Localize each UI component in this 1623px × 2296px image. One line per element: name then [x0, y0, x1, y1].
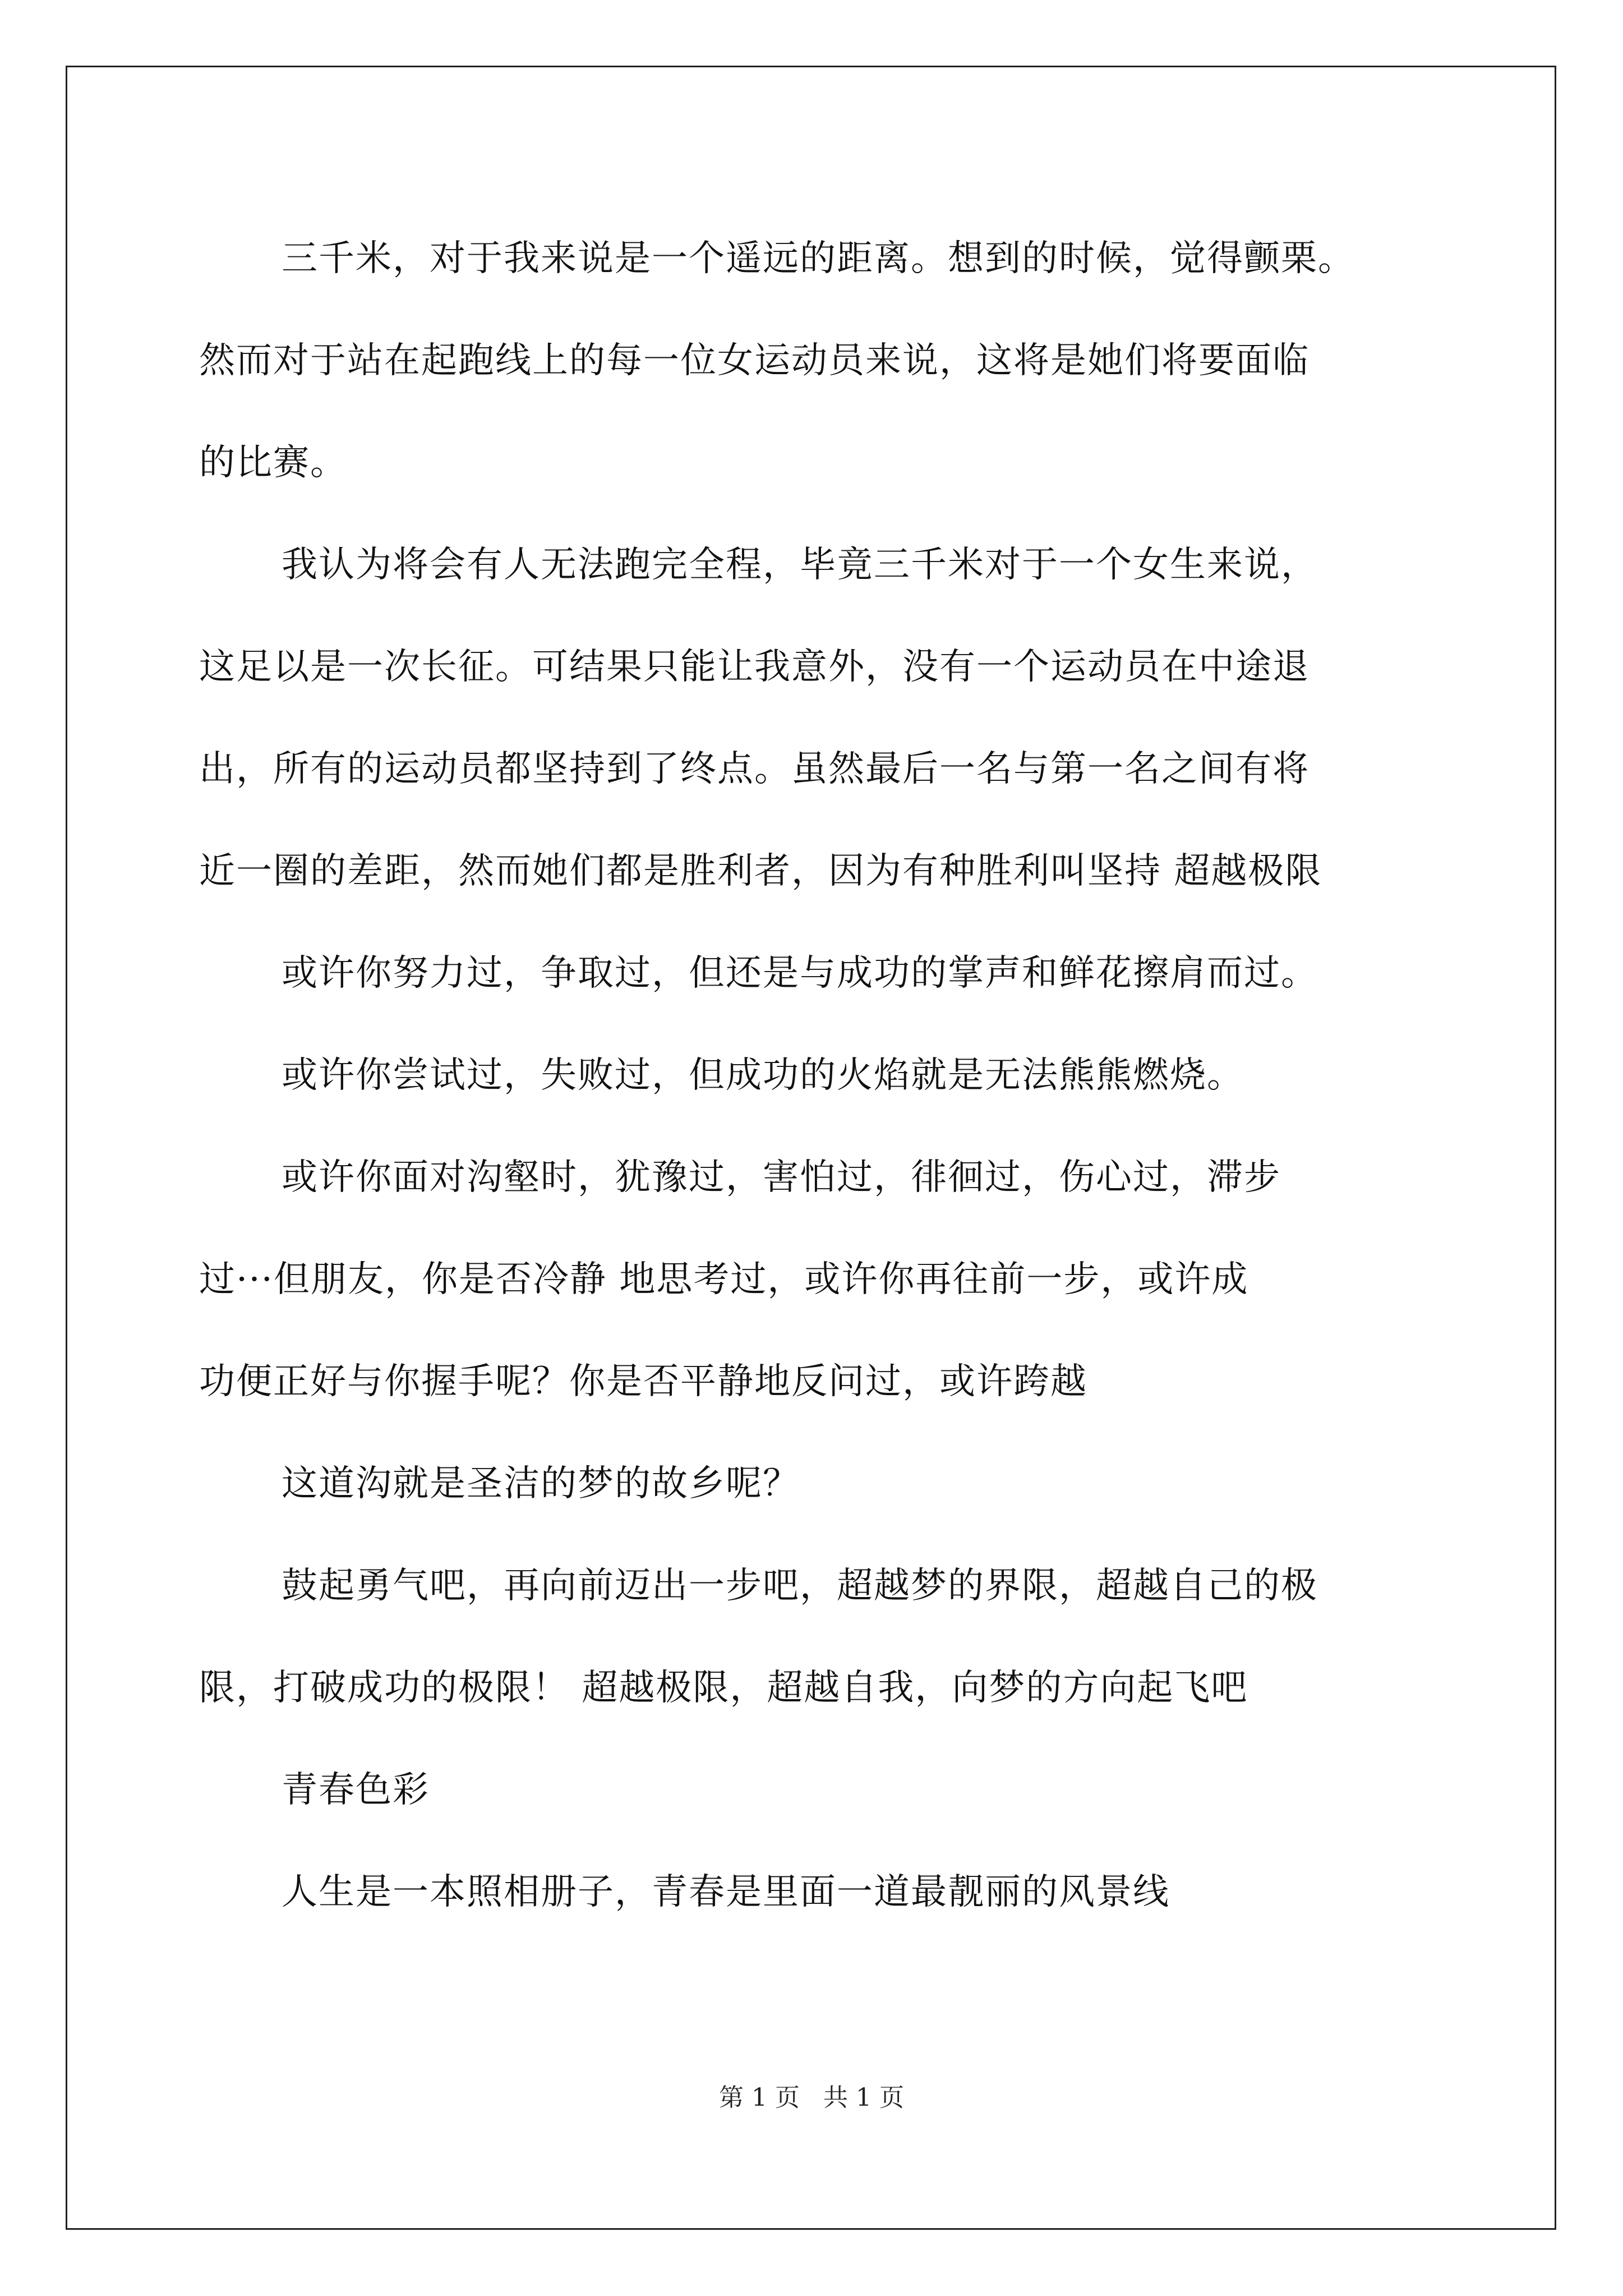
text-line: 过···但朋友，你是否冷静 地思考过，或许你再往前一步，或许成	[199, 1259, 1249, 1300]
text-line: 近一圈的差距，然而她们都是胜利者，因为有种胜利叫坚持 超越极限	[199, 850, 1322, 892]
text-line: 限，打破成功的极限！ 超越极限，超越自我，向梦的方向起飞吧	[199, 1667, 1248, 1709]
text-line: 功便正好与你握手呢？你是否平静地反问过，或许跨越	[199, 1361, 1087, 1402]
text-line: 我认为将会有人无法跑完全程，毕竟三千米对于一个女生来说，	[282, 544, 1318, 586]
text-line: 人生是一本照相册子，青春是里面一道最靓丽的风景线	[282, 1871, 1170, 1913]
text-line: 出，所有的运动员都坚持到了终点。虽然最后一名与第一名之间有将	[199, 748, 1310, 790]
text-line: 然而对于站在起跑线上的每一位女运动员来说，这将是她们将要面临	[199, 340, 1310, 381]
document-body	[199, 208, 1450, 1943]
text-line: 这足以是一次长征。可结果只能让我意外，没有一个运动员在中途退	[199, 646, 1310, 688]
text-line: 的比赛。	[199, 442, 347, 484]
text-line: 三千米，对于我来说是一个遥远的距离。想到的时候，觉得颤栗。	[282, 238, 1355, 279]
text-line: 青春色彩	[282, 1769, 430, 1811]
text-line: 鼓起勇气吧，再向前迈出一步吧，超越梦的界限，超越自己的极	[282, 1565, 1318, 1607]
text-line: 这道沟就是圣洁的梦的故乡呢？	[282, 1463, 800, 1504]
text-line: 或许你尝试过，失败过，但成功的火焰就是无法熊熊燃烧。	[282, 1055, 1244, 1096]
page-number-footer: 第 1 页 共 1 页	[719, 2083, 904, 2112]
text-line: 或许你面对沟壑时，犹豫过，害怕过，徘徊过，伤心过，滞步	[282, 1157, 1281, 1198]
text-line: 或许你努力过，争取过，但还是与成功的掌声和鲜花擦肩而过。	[282, 953, 1318, 994]
